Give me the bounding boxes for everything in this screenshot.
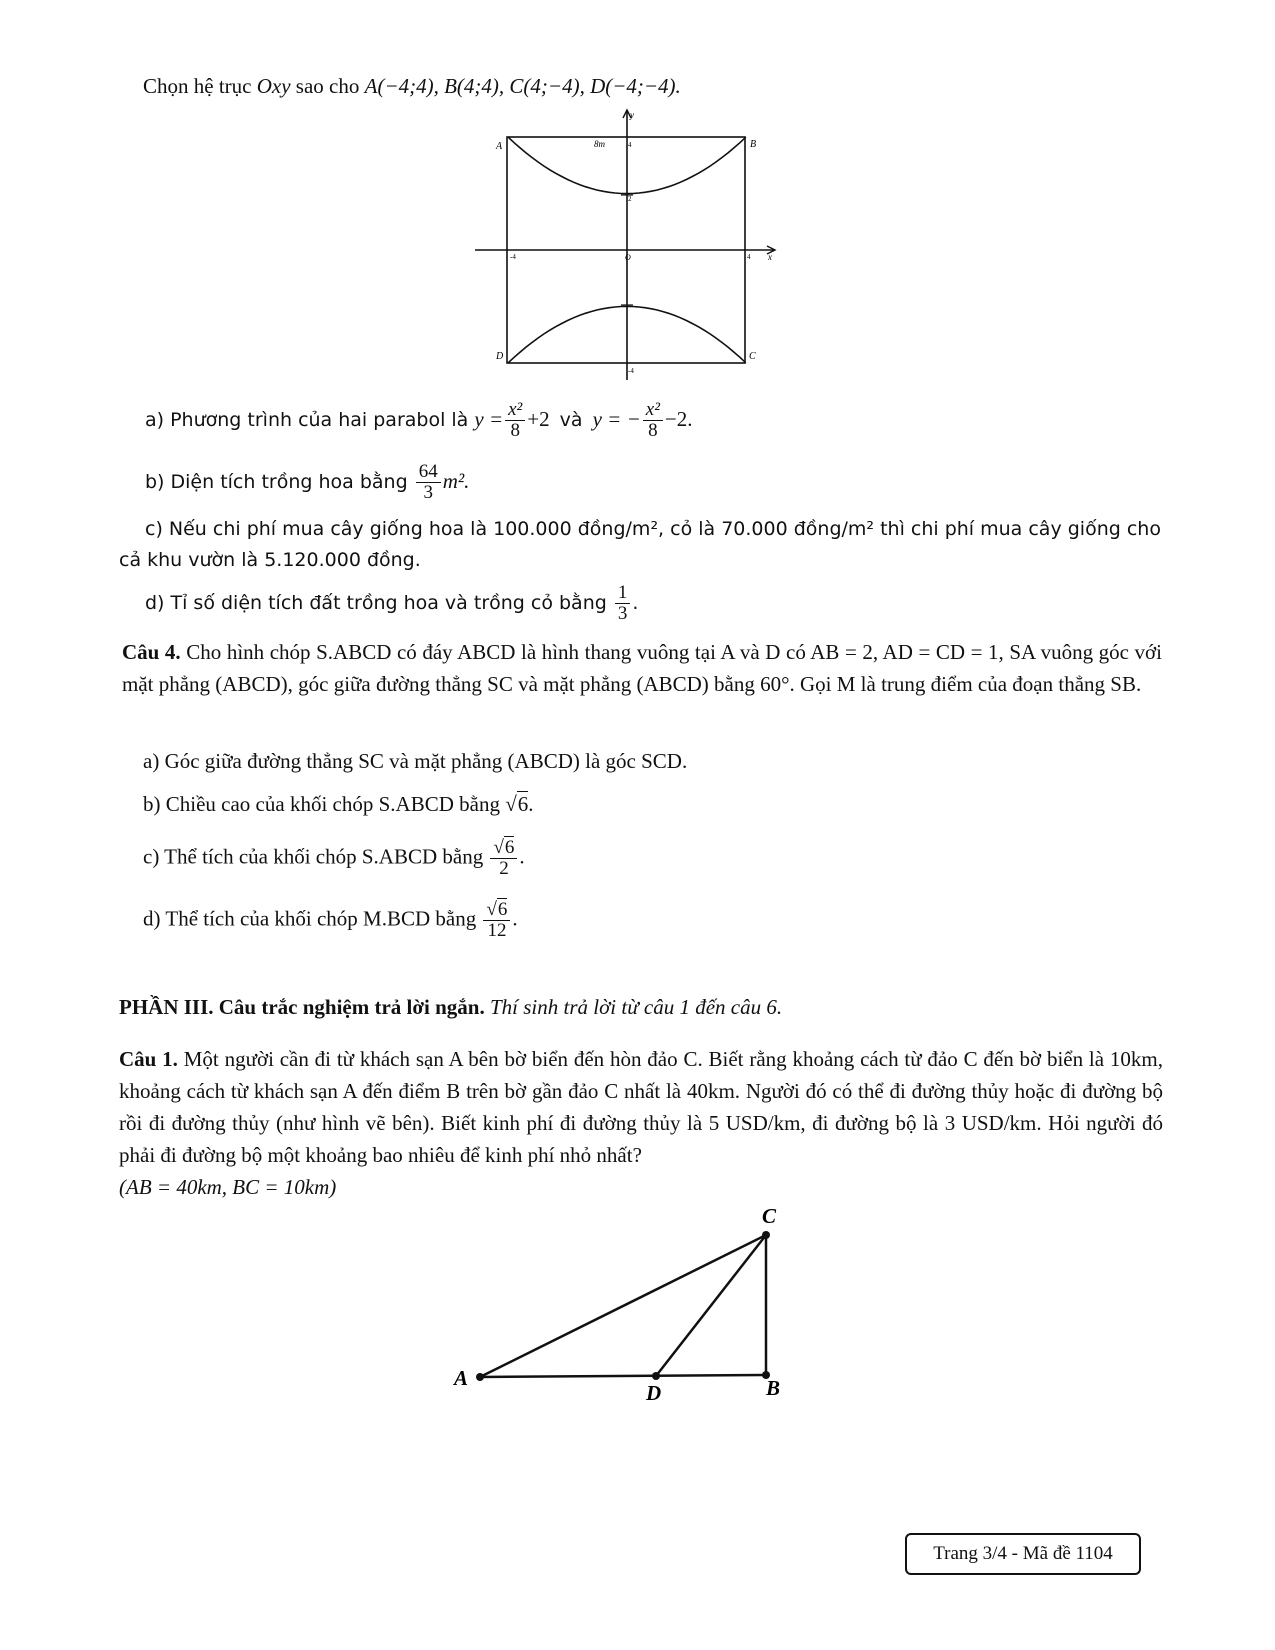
intro-line: Chọn hệ trục Oxy sao cho A(−4;4), B(4;4), C(4;−4), D(−4;−4). (143, 74, 681, 98)
label-C2: C (762, 1204, 777, 1228)
part3-heading: PHẦN III. Câu trắc nghiệm trả lời ngắn. Thí sinh trả lời từ câu 1 đến câu 6. (119, 995, 783, 1019)
tick-minus4-x: -4 (510, 253, 516, 261)
point-D (652, 1372, 660, 1380)
label-D2: D (646, 1381, 662, 1405)
triangle-figure (440, 1195, 820, 1415)
q3-item-d: d) Tỉ số diện tích đất trồng hoa và trồng cỏ bằng $\frac{1}{3}$ . (145, 582, 639, 624)
point-A (476, 1373, 484, 1381)
q4-item-c: c) Thể tích của khối chóp S.ABCD bằng $\frac{√6}{2}$ . (143, 837, 525, 879)
q4-item-b: b) Chiều cao của khối chóp S.ABCD bằng √6. (143, 792, 534, 816)
tick-minus4-y: -4 (628, 367, 634, 375)
label-width: 8m (594, 139, 605, 149)
q3-item-a: a) Phương trình của hai parabol là y = $\frac{\text{x²}}{8}$ +2 và y = − $\frac{\text{x²}}{8}$ −2. (145, 399, 693, 441)
label-y-axis: y (630, 110, 634, 120)
segment-DC (656, 1235, 766, 1376)
segment-AB (480, 1375, 766, 1377)
q4-intro: Câu 4. Cho hình chóp S.ABCD có đáy ABCD là hình thang vuông tại A và D có AB = 2, AD = CD = 1, SA vuông góc với mặt phẳng (ABCD), góc giữa đường thẳng SC và mặt phẳng (ABCD) bằng 60°. Gọi M là trung điểm của đoạn thẳng SB. (122, 640, 1163, 696)
q3-item-c-line2: cả khu vườn là 5.120.000 đồng. (119, 549, 421, 571)
q1-text: Câu 1. Một người cần đi từ khách sạn A bên bờ biển đến hòn đảo C. Biết rằng khoảng cách từ đảo C đến bờ biển là 10km, khoảng cách từ khách sạn A đến điểm B trên bờ gần đảo C nhất là 40km. Người đó có thể đi đường thủy hoặc đi đường bộ rồi đi đường thủy (như hình vẽ bên). Biết kinh phí đi đường thủy là 5 USD/km, đi đường bộ là 3 USD/km. Hỏi người đó phải đi đường bộ một khoảng bao nhiêu để kinh phí nhỏ nhất? (AB = 40km, BC = 10km) (119, 1047, 1163, 1199)
q4-item-d: d) Thể tích của khối chóp M.BCD bằng $\frac{√6}{12}$ . (143, 899, 518, 941)
parabola-figure (470, 105, 790, 385)
label-B2: B (766, 1376, 781, 1400)
label-origin: O (625, 253, 631, 262)
label-D: D (496, 351, 504, 362)
label-A: A (496, 141, 503, 152)
q4-item-a: a) Góc giữa đường thẳng SC và mặt phẳng (ABCD) là góc SCD. (143, 749, 688, 773)
segment-AC (480, 1235, 766, 1377)
tick-4-x: 4 (747, 253, 751, 261)
q3-item-c-line1: c) Nếu chi phí mua cây giống hoa là 100.000 đồng/m², cỏ là 70.000 đồng/m² thì chi phí mua cây giống cho (145, 518, 1161, 540)
label-B: B (750, 139, 757, 150)
tick-2-y: 2 (628, 195, 632, 203)
intro-points: A(−4;4), B(4;4), C(4;−4), D(−4;−4). (364, 74, 681, 98)
label-C: C (749, 351, 756, 362)
label-A2: A (454, 1366, 469, 1390)
label-x-axis: x (768, 252, 772, 262)
q3-item-b: b) Diện tích trồng hoa bằng $\frac{64}{3}$ m². (145, 461, 470, 503)
point-C (762, 1231, 770, 1239)
page-footer: Trang 3/4 - Mã đề 1104 (905, 1533, 1141, 1575)
tick-4-y: 4 (628, 141, 632, 149)
